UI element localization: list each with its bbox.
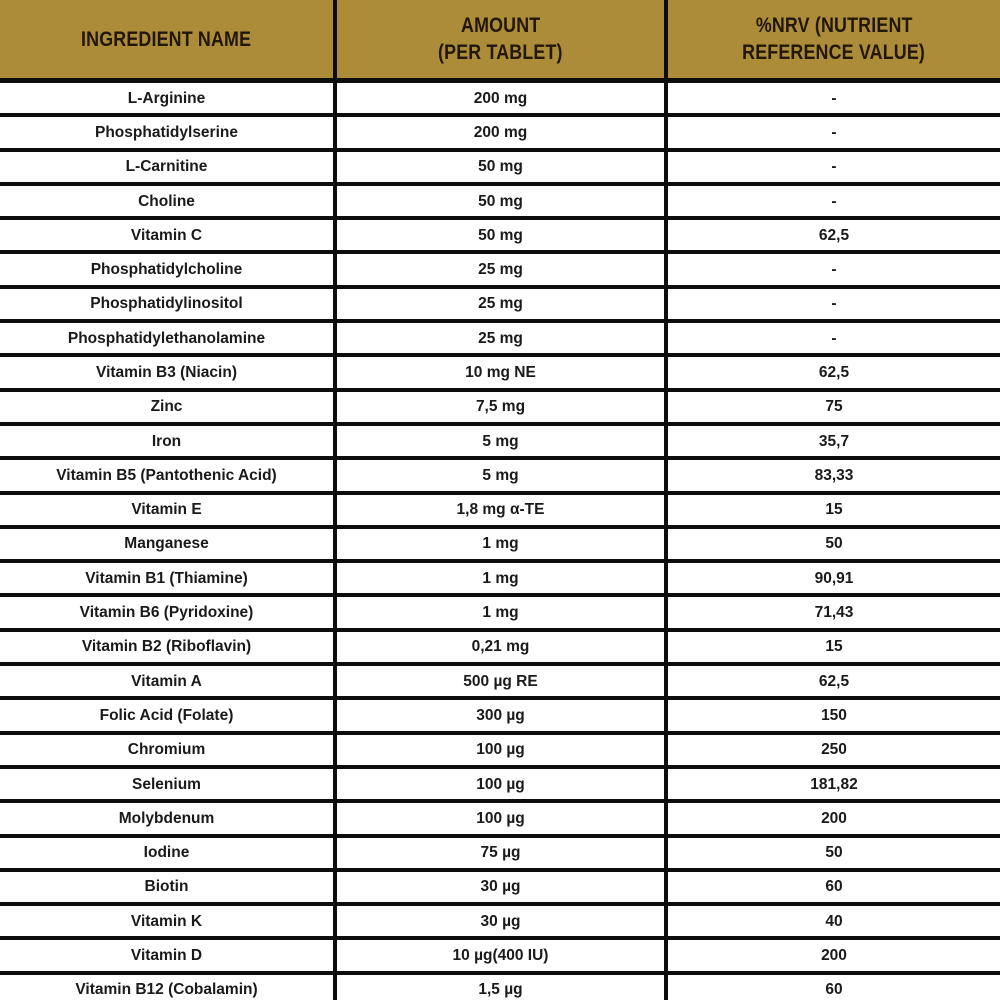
nrv-cell: [664, 152, 1000, 182]
nrv-value: 62,5: [818, 226, 850, 244]
nrv-value: 181,82: [810, 775, 858, 793]
nrv-value: 90,91: [814, 569, 854, 587]
nrv-value: 40: [825, 912, 843, 930]
nrv-value: 35,7: [818, 432, 850, 450]
amount-cell: [333, 323, 664, 353]
amount-value: 25 mg: [478, 329, 523, 347]
amount-cell: [333, 495, 664, 525]
ingredient-name-cell: [0, 254, 333, 284]
amount-value: 300 µg: [476, 706, 525, 724]
table-row: [0, 495, 1000, 529]
amount-cell: [333, 563, 664, 593]
nrv-value: 75: [825, 398, 843, 416]
ingredient-name: Vitamin D: [130, 947, 203, 965]
table-row: [0, 83, 1000, 117]
nrv-cell: [664, 460, 1000, 490]
header-amount-label-line1: AMOUNT: [460, 14, 541, 37]
nrv-value: 50: [825, 844, 843, 862]
nrv-value: 71,43: [814, 604, 854, 622]
table-row: [0, 735, 1000, 769]
nrv-cell: [664, 735, 1000, 765]
amount-value: 25 mg: [478, 261, 523, 279]
nrv-value: 150: [821, 706, 847, 724]
ingredient-name-cell: [0, 735, 333, 765]
ingredient-name-cell: [0, 872, 333, 902]
amount-value: 75 µg: [480, 844, 521, 862]
amount-cell: [333, 872, 664, 902]
ingredient-name: Vitamin B1 (Thiamine): [85, 569, 248, 587]
amount-value: 5 mg: [482, 466, 519, 484]
amount-cell: [333, 838, 664, 868]
ingredient-name: Phosphatidylserine: [95, 123, 238, 141]
amount-value: 30 µg: [480, 878, 521, 896]
nrv-value: 62,5: [818, 364, 850, 381]
ingredient-name-cell: [0, 152, 333, 182]
table-row: [0, 357, 1000, 391]
ingredient-name: Vitamin A: [131, 672, 202, 690]
amount-cell: [333, 735, 664, 765]
amount-cell: [333, 529, 664, 559]
table-header: [0, 0, 1000, 83]
ingredient-name-cell: [0, 632, 333, 662]
amount-value: 500 µg RE: [463, 672, 538, 690]
amount-value: 0,21 mg: [471, 638, 530, 656]
nrv-value: 250: [821, 741, 847, 759]
nrv-cell: [664, 83, 1000, 113]
amount-value: 200 mg: [473, 89, 528, 107]
nrv-cell: [664, 803, 1000, 833]
ingredient-name: Iodine: [143, 844, 190, 862]
amount-cell: [333, 632, 664, 662]
nrv-value: 200: [821, 947, 847, 965]
ingredient-name: Vitamin B6 (Pyridoxine): [79, 604, 254, 622]
nrv-value: 83,33: [814, 466, 854, 484]
ingredient-name: Chromium: [127, 741, 206, 759]
amount-value: 25 mg: [478, 295, 523, 313]
ingredient-name-cell: [0, 769, 333, 799]
nrv-value: 60: [825, 981, 843, 999]
table-row: [0, 632, 1000, 666]
amount-cell: [333, 220, 664, 250]
amount-cell: [333, 117, 664, 147]
table-row: [0, 769, 1000, 803]
nrv-cell: [664, 872, 1000, 902]
table-row: [0, 460, 1000, 494]
ingredient-name-cell: [0, 700, 333, 730]
amount-value: 1 mg: [482, 604, 519, 622]
nrv-value: 200: [821, 809, 847, 827]
nrv-value: -: [831, 261, 837, 279]
amount-value: 1,5 µg: [478, 981, 523, 999]
amount-cell: [333, 357, 664, 387]
ingredient-name: L-Arginine: [127, 89, 206, 107]
amount-value: 50 mg: [478, 226, 523, 244]
ingredient-name: Choline: [138, 192, 195, 210]
nrv-cell: [664, 426, 1000, 456]
ingredient-name-cell: [0, 803, 333, 833]
amount-cell: [333, 940, 664, 970]
nrv-value: 62,5: [818, 672, 850, 690]
table-row: [0, 803, 1000, 837]
nrv-cell: [664, 495, 1000, 525]
amount-value: 7,5 mg: [475, 398, 526, 416]
table-body: [0, 83, 1000, 1000]
amount-value: 50 mg: [478, 192, 523, 210]
table-row: [0, 872, 1000, 906]
ingredient-name: Vitamin B5 (Pantothenic Acid): [56, 466, 277, 484]
nrv-cell: [664, 117, 1000, 147]
nrv-value: -: [831, 89, 837, 107]
ingredient-name: Vitamin B12 (Cobalamin): [75, 981, 258, 999]
ingredient-name-cell: [0, 838, 333, 868]
ingredient-name: L-Carnitine: [125, 158, 208, 176]
amount-cell: [333, 769, 664, 799]
ingredient-name-cell: [0, 906, 333, 936]
table-row: [0, 666, 1000, 700]
amount-cell: [333, 254, 664, 284]
nrv-cell: [664, 632, 1000, 662]
nrv-cell: [664, 906, 1000, 936]
amount-value: 50 mg: [478, 158, 523, 176]
nrv-cell: [664, 529, 1000, 559]
ingredient-name: Phosphatidylcholine: [90, 261, 243, 279]
ingredient-name: Zinc: [150, 398, 183, 416]
amount-cell: [333, 152, 664, 182]
header-nrv-label-line1: %NRV (NUTRIENT: [755, 14, 913, 37]
ingredient-name-cell: [0, 357, 333, 387]
amount-value: 1 mg: [482, 569, 519, 587]
ingredient-name-cell: [0, 83, 333, 113]
amount-value: 10 µg(400 IU): [452, 947, 549, 965]
nrv-cell: [664, 940, 1000, 970]
ingredient-name: Vitamin B2 (Riboflavin): [81, 638, 252, 656]
nrv-cell: [664, 666, 1000, 696]
header-amount: [333, 0, 664, 78]
nrv-cell: [664, 186, 1000, 216]
nrv-cell: [664, 838, 1000, 868]
header-nrv: [664, 0, 1000, 78]
nrv-cell: [664, 289, 1000, 319]
ingredient-name-cell: [0, 975, 333, 1000]
nrv-value: -: [831, 123, 837, 141]
amount-cell: [333, 975, 664, 1000]
ingredient-name-cell: [0, 186, 333, 216]
amount-value: 100 µg: [476, 775, 525, 793]
ingredient-name: Phosphatidylinositol: [90, 295, 243, 313]
table-row: [0, 152, 1000, 186]
nrv-value: 15: [825, 638, 843, 656]
amount-cell: [333, 289, 664, 319]
ingredient-name: Iron: [151, 432, 182, 450]
nrv-cell: [664, 769, 1000, 799]
header-ingredient-label: INGREDIENT NAME: [81, 27, 252, 51]
nrv-cell: [664, 700, 1000, 730]
nrv-value: -: [831, 192, 837, 210]
nrv-cell: [664, 597, 1000, 627]
ingredient-name-cell: [0, 460, 333, 490]
table-row: [0, 220, 1000, 254]
ingredient-name-cell: [0, 529, 333, 559]
ingredient-name-cell: [0, 666, 333, 696]
amount-value: 200 mg: [473, 123, 528, 141]
amount-cell: [333, 700, 664, 730]
table-row: [0, 700, 1000, 734]
ingredient-name-cell: [0, 495, 333, 525]
ingredient-name: Manganese: [124, 535, 209, 553]
ingredient-name: Selenium: [132, 775, 201, 793]
amount-value: 1 mg: [482, 535, 519, 553]
ingredient-name-cell: [0, 392, 333, 422]
amount-value: 100 µg: [476, 741, 525, 759]
table-row: [0, 975, 1000, 1000]
nrv-cell: [664, 357, 1000, 387]
amount-value: 1,8 mg α-TE: [456, 501, 545, 519]
nrv-value: -: [831, 295, 837, 313]
ingredient-name-cell: [0, 289, 333, 319]
table-row: [0, 906, 1000, 940]
nrv-value: -: [831, 158, 837, 176]
ingredient-name-cell: [0, 323, 333, 353]
nrv-value: 15: [825, 501, 843, 519]
table-row: [0, 392, 1000, 426]
nrv-cell: [664, 563, 1000, 593]
table-row: [0, 838, 1000, 872]
amount-value: 100 µg: [476, 809, 525, 827]
table-row: [0, 426, 1000, 460]
table-row: [0, 117, 1000, 151]
amount-cell: [333, 666, 664, 696]
nrv-value: 50: [825, 535, 843, 553]
table-row: [0, 597, 1000, 631]
amount-value: 10 mg NE: [465, 364, 536, 381]
table-row: [0, 940, 1000, 974]
amount-cell: [333, 460, 664, 490]
table-row: [0, 289, 1000, 323]
ingredient-name-cell: [0, 117, 333, 147]
ingredient-name-cell: [0, 940, 333, 970]
ingredient-name: Vitamin C: [130, 226, 203, 244]
ingredient-name: Biotin: [144, 878, 189, 896]
ingredient-name: Folic Acid (Folate): [99, 706, 234, 724]
ingredient-name-cell: [0, 426, 333, 456]
amount-cell: [333, 426, 664, 456]
header-amount-label-line2: (PER TABLET): [438, 41, 563, 64]
ingredient-name: Molybdenum: [118, 809, 215, 827]
ingredient-name-cell: [0, 597, 333, 627]
amount-value: 30 µg: [480, 912, 521, 930]
ingredient-name: Vitamin K: [130, 912, 203, 930]
table-row: [0, 186, 1000, 220]
table-row: [0, 529, 1000, 563]
nrv-value: 60: [825, 878, 843, 896]
ingredient-name: Vitamin E: [131, 501, 202, 519]
header-nrv-label-line2: REFERENCE VALUE): [742, 41, 926, 64]
header-ingredient-name: [0, 0, 333, 78]
amount-cell: [333, 906, 664, 936]
amount-cell: [333, 597, 664, 627]
amount-cell: [333, 803, 664, 833]
amount-cell: [333, 392, 664, 422]
table-row: [0, 563, 1000, 597]
ingredient-name-cell: [0, 563, 333, 593]
table-row: [0, 323, 1000, 357]
nrv-cell: [664, 392, 1000, 422]
amount-cell: [333, 83, 664, 113]
nrv-cell: [664, 254, 1000, 284]
ingredient-name: Vitamin B3 (Niacin): [96, 364, 237, 381]
ingredient-name-cell: [0, 220, 333, 250]
ingredient-name: Phosphatidylethanolamine: [67, 329, 266, 347]
nrv-value: -: [831, 329, 837, 347]
amount-value: 5 mg: [482, 432, 519, 450]
nrv-cell: [664, 323, 1000, 353]
nrv-cell: [664, 220, 1000, 250]
amount-cell: [333, 186, 664, 216]
table-row: [0, 254, 1000, 288]
nrv-cell: [664, 975, 1000, 1000]
